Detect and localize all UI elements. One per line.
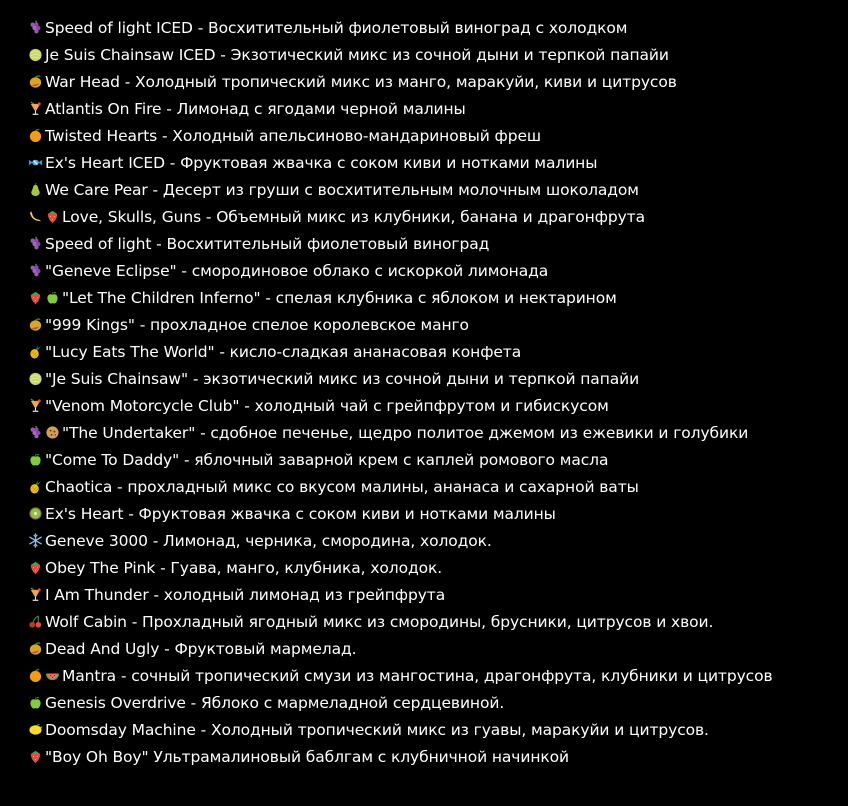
grape-icon [28, 236, 43, 251]
tropical-drink-icon [28, 398, 43, 413]
strawberry-icon [45, 209, 60, 224]
line-text: "Geneve Eclipse" - смородиновое облако с искоркой лимонада [45, 261, 549, 280]
line-text: Je Suis Chainsaw ICED - Экзотический микс из сочной дыни и терпкой папайи [45, 45, 669, 64]
message-line [28, 122, 848, 149]
line-text: "Lucy Eats The World" - кисло-сладкая ананасовая конфета [45, 342, 522, 361]
message-line [28, 527, 848, 554]
message-line [28, 203, 848, 230]
line-text: "Let The Children Inferno" - спелая клубника с яблоком и нектарином [62, 288, 617, 307]
candy-icon [28, 155, 43, 170]
message-line [28, 635, 848, 662]
message-line [28, 284, 848, 311]
strawberry-icon [28, 290, 43, 305]
line-text: Speed of light ICED - Восхитительный фиолетовый виноград с холодком [45, 18, 628, 37]
message-line [28, 176, 848, 203]
message-line [28, 311, 848, 338]
line-text: "Je Suis Chainsaw" - экзотический микс из сочной дыни и терпкой папайи [45, 369, 640, 388]
line-text: Ex's Heart - Фруктовая жвачка с соком киви и нотками малины [45, 504, 556, 523]
orange-icon [28, 668, 43, 683]
line-text: Geneve 3000 - Лимонад, черника, смородина, холодок. [45, 531, 492, 550]
line-text: Atlantis On Fire - Лимонад с ягодами черной малины [45, 99, 466, 118]
grape-icon [28, 425, 43, 440]
pineapple-icon [28, 344, 43, 359]
banana-icon [28, 209, 43, 224]
watermelon-icon [45, 668, 60, 683]
message-line [28, 500, 848, 527]
pineapple-icon [28, 479, 43, 494]
message-line [28, 338, 848, 365]
melon-icon [28, 371, 43, 386]
message-line [28, 392, 848, 419]
mango-icon [28, 74, 43, 89]
message-line [28, 446, 848, 473]
line-text: "Come To Daddy" - яблочный заварной крем с каплей ромового масла [45, 450, 609, 469]
message-line [28, 662, 848, 689]
message-line [28, 419, 848, 446]
kiwi-icon [28, 506, 43, 521]
line-text: War Head - Холодный тропический микс из манго, маракуйи, киви и цитрусов [45, 72, 677, 91]
line-text: "Venom Motorcycle Club" - холодный чай с грейпфрутом и гибискусом [45, 396, 609, 415]
message-line [28, 68, 848, 95]
green-apple-icon [45, 290, 60, 305]
line-text: Wolf Cabin - Прохладный ягодный микс из смородины, брусники, цитрусов и хвои. [45, 612, 714, 631]
message-line [28, 689, 848, 716]
cookie-icon [45, 425, 60, 440]
message-line [28, 14, 848, 41]
line-text: Doomsday Machine - Холодный тропический микс из гуавы, маракуйи и цитрусов. [45, 720, 709, 739]
lemon-icon [28, 722, 43, 737]
message-line [28, 149, 848, 176]
line-text: "The Undertaker" - сдобное печенье, щедро политое джемом из ежевики и голубики [62, 423, 749, 442]
tropical-drink-icon [28, 101, 43, 116]
message-line [28, 554, 848, 581]
line-text: I Am Thunder - холодный лимонад из грейпфрута [45, 585, 446, 604]
green-apple-icon [28, 452, 43, 467]
line-text: Twisted Hearts - Холодный апельсиново-мандариновый фреш [45, 126, 541, 145]
mango-icon [28, 641, 43, 656]
line-text: Obey The Pink - Гуава, манго, клубника, холодок. [45, 558, 443, 577]
message-line [28, 743, 848, 770]
message-line [28, 230, 848, 257]
green-apple-icon [28, 695, 43, 710]
message-line [28, 95, 848, 122]
message-line [28, 716, 848, 743]
grape-icon [28, 263, 43, 278]
line-text: Chaotica - прохладный микс со вкусом малины, ананаса и сахарной ваты [45, 477, 639, 496]
orange-icon [28, 128, 43, 143]
line-text: "Boy Oh Boy" Ультрамалиновый баблгам с клубничной начинкой [45, 747, 569, 766]
line-text: Love, Skulls, Guns - Объемный микс из клубники, банана и драгонфрута [62, 207, 645, 226]
line-text: Ex's Heart ICED - Фруктовая жвачка с соком киви и нотками малины [45, 153, 598, 172]
message-line [28, 41, 848, 68]
strawberry-icon [28, 560, 43, 575]
message-line [28, 473, 848, 500]
line-text: We Care Pear - Десерт из груши с восхитительным молочным шоколадом [45, 180, 639, 199]
line-text: Speed of light - Восхитительный фиолетовый виноград [45, 234, 490, 253]
grape-icon [28, 20, 43, 35]
tropical-drink-icon [28, 587, 43, 602]
message-line [28, 257, 848, 284]
message-line [28, 365, 848, 392]
line-text: Genesis Overdrive - Яблоко с мармеладной сердцевиной. [45, 693, 505, 712]
line-text: Dead And Ugly - Фруктовый мармелад. [45, 639, 357, 658]
line-text: Mantra - сочный тропический смузи из мангостина, драгонфрута, клубники и цитрусов [62, 666, 773, 685]
message-line [28, 581, 848, 608]
line-text: "999 Kings" - прохладное спелое королевское манго [45, 315, 469, 334]
cherries-icon [28, 614, 43, 629]
snowflake-icon [28, 533, 43, 548]
message-line [28, 608, 848, 635]
strawberry-icon [28, 749, 43, 764]
pear-icon [28, 182, 43, 197]
mango-icon [28, 317, 43, 332]
melon-icon [28, 47, 43, 62]
